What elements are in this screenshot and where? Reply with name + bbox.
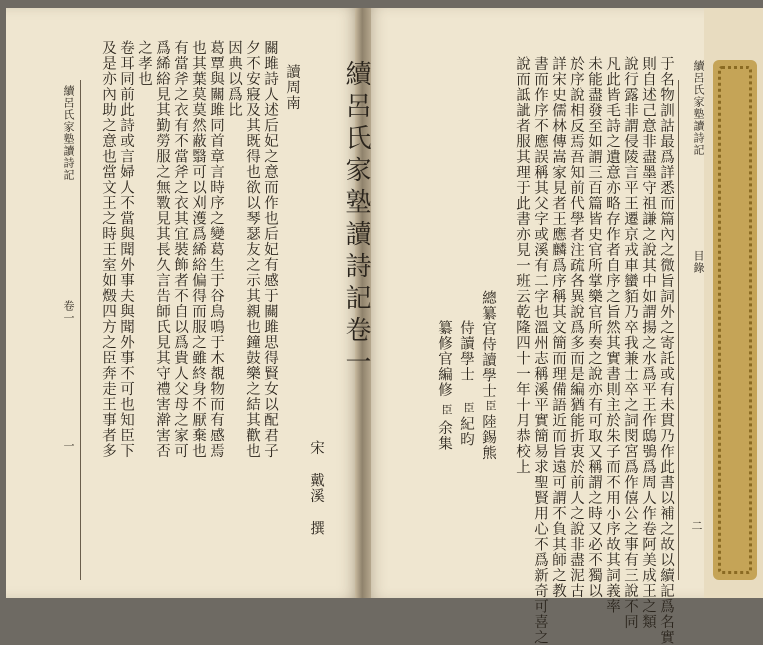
left-text-col-5: 也其葉莫莫然蔽翳可以刈濩爲絺綌偏得而服之雖終身不厭棄也 <box>190 40 206 459</box>
official-role-1: 總纂官侍讀學士 <box>480 290 496 399</box>
official-rank-3: 臣 <box>440 404 453 416</box>
left-frame-rule <box>80 80 81 580</box>
official-rank-1: 臣 <box>484 400 497 412</box>
right-header-section: 目錄 <box>692 250 705 274</box>
left-text-col-6: 有當斧之衣有不當斧之衣其宜裝飾者不自以爲貴人父母之家可 <box>172 40 188 459</box>
left-text-col-4: 葛覃與關雎同首章言時序之變葛生于谷鳥鳴于木覩物而有感焉 <box>208 40 224 459</box>
author-line: 宋 戴溪 撰 <box>308 440 324 536</box>
right-text-col-6: 於序說相反焉吾知前代學者注疏各異說爲多而是編猶能折衷於前人之說非盡泥古 <box>568 56 584 599</box>
right-text-col-4: 凡此皆毛詩之遺意亦略存作者自序之旨然其實書則主於朱子而不用小序故其詞義率 <box>604 56 620 614</box>
left-text-col-9: 卷耳同前此詩或言婦人不當與聞外事夫與聞外事不可也知臣下 <box>118 40 134 459</box>
left-header-title: 續呂氏家塾讀詩記 <box>62 85 75 181</box>
right-text-col-9: 說而詆訿者服其理于此書亦見一班云乾隆四十一年十月恭校上 <box>514 56 530 475</box>
official-rank-2: 臣 <box>462 402 475 414</box>
left-text-col-3: 因典以爲比 <box>226 40 242 118</box>
right-frame-rule <box>678 80 679 580</box>
left-text-col-7: 爲絺綌見其勤勞服之無斁見其長久言告師氏見其守禮害澣害否 <box>154 40 170 459</box>
right-text-col-5: 未能盡發至如謂三百篇皆史官所掌樂官所奏之說亦有可取又稱謂之時又必不獨以 <box>586 56 602 599</box>
right-text-col-8: 書而作序不應誤稱其父字或溪有二字也溫州志稱溪平實簡易求聖賢用心不爲新奇可喜之 <box>532 56 548 645</box>
left-text-col-10: 及是亦內助之意也當文王之時王室如燬四方之臣奔走王事者多 <box>100 40 116 459</box>
right-text-col-1: 于名物訓詁最爲詳悉而篇內之微旨詞外之寄託或有未貫乃作此書以補之故以續記爲名實 <box>658 56 674 645</box>
volume-title: 續呂氏家塾讀詩記卷一 <box>341 60 371 380</box>
right-header-title: 續呂氏家塾讀詩記 <box>692 60 705 156</box>
official-name-2: 紀昀 <box>458 416 474 447</box>
left-text-col-2: 夕不安寢及其既得也欲以琴瑟友之示其親也鐘鼓樂之結其歡也 <box>244 40 260 459</box>
official-name-1: 陸錫熊 <box>480 414 496 461</box>
right-text-col-3: 說行露非謂侵陵言平王遷京戎車蠻貊乃卒我兼士卒之詞閔宮爲作僖公之事有三說不同 <box>622 56 638 630</box>
official-role-2: 侍讀學士 <box>458 320 474 382</box>
right-page-number: 二 <box>690 520 703 532</box>
decorative-border <box>713 60 757 580</box>
official-name-3: 余集 <box>436 420 452 451</box>
left-text-col-1: 關雎詩人述后妃之意而作也后妃有感于關雎思得賢女以配君子 <box>262 40 278 459</box>
right-text-col-2: 則自述己意非盡墨守祖謙之說其中如謂揚之水爲平王作鴟鴞爲周人作卷阿美成王之類 <box>640 56 656 630</box>
left-page-number: 一 <box>62 440 75 452</box>
left-text-col-8: 之孝也 <box>136 40 152 87</box>
official-role-3: 纂修官編修 <box>436 320 452 398</box>
chapter-heading: 讀周南 <box>284 64 300 111</box>
right-text-col-7: 詳宋史儒林傳嵩家見者王應麟爲序稱其文簡而理備語近而旨遠可謂不負其師之教 <box>550 56 566 599</box>
left-header-section: 卷一 <box>62 300 75 324</box>
